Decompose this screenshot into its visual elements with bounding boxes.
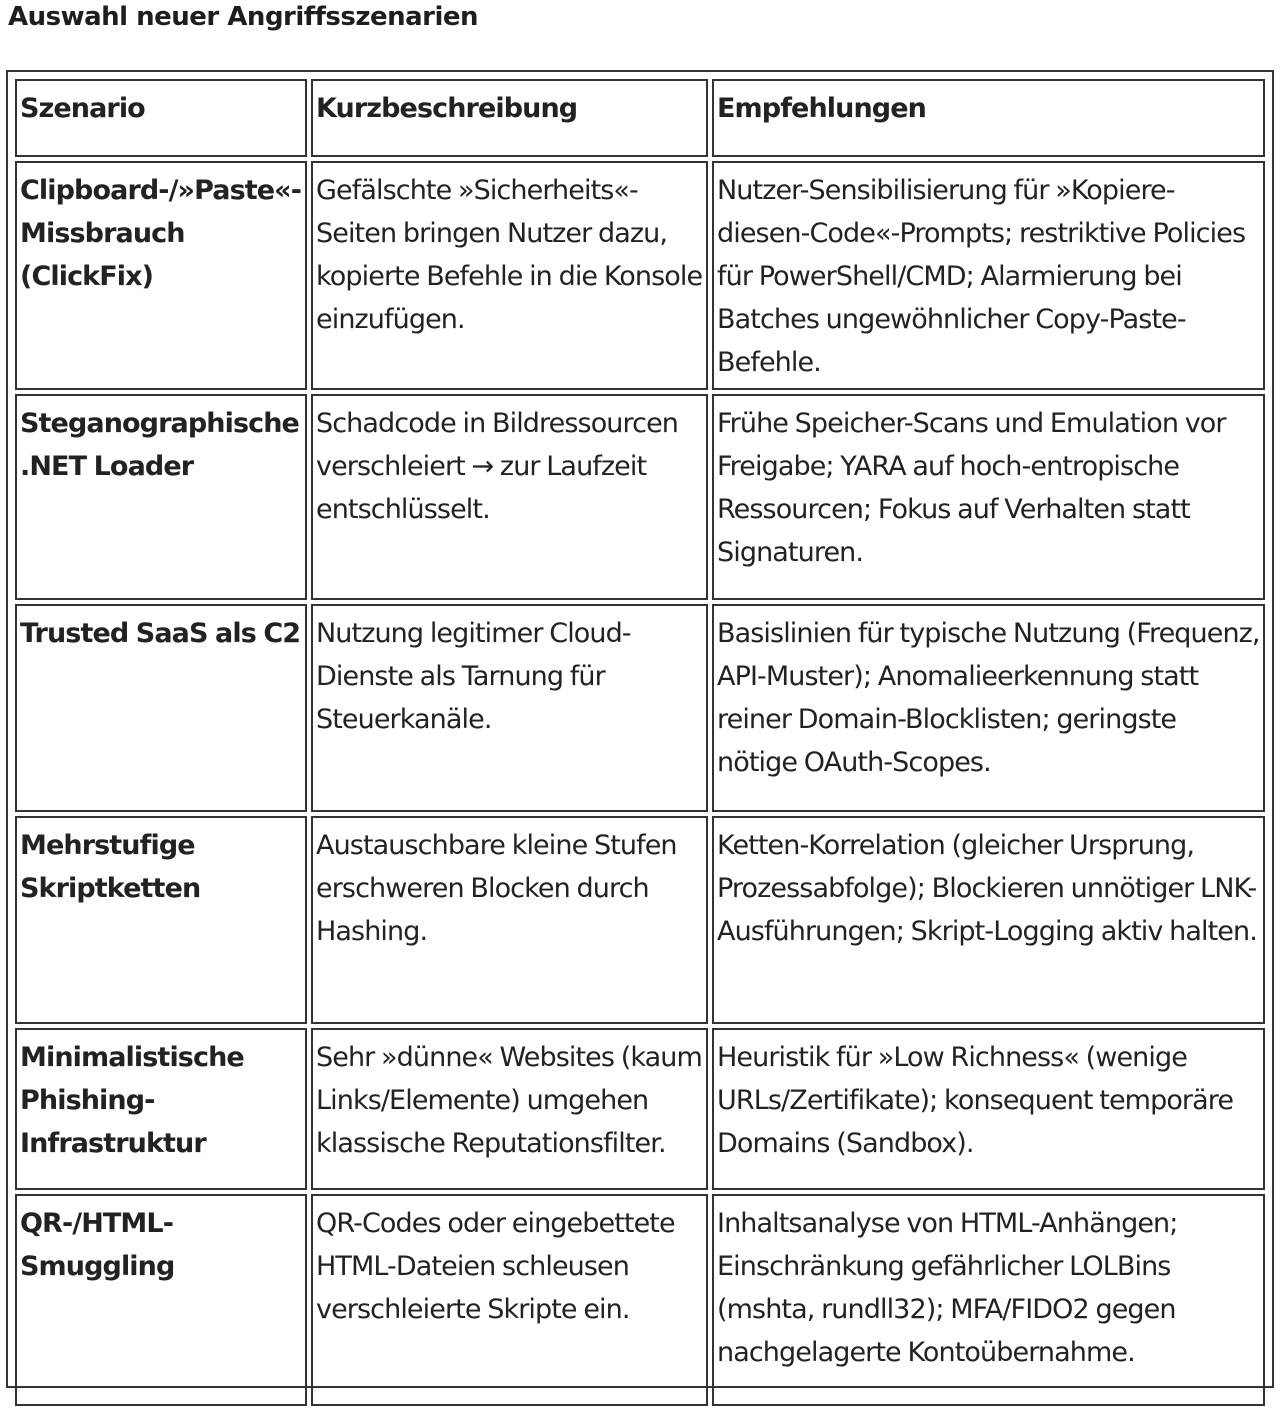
table-row: [15, 161, 1265, 390]
description-cell: Gefälschte »Sicherheits«-Seiten bringen Nutzer dazu, kopierte Befehle in die Konsole einzufügen.: [311, 161, 708, 390]
scenario-cell: QR-/HTML-Smuggling: [15, 1194, 307, 1406]
recommendation-cell: Nutzer-Sensibilisierung für »Kopiere-diesen-Code«-Prompts; restriktive Policies für PowerShell/CMD; Alarmierung bei Batches ungewöhnlicher Copy-Paste-Befehle.: [712, 161, 1265, 390]
scenario-table: [11, 75, 1269, 1410]
scenario-cell: Minimalistische Phishing-Infrastruktur: [15, 1028, 307, 1190]
description-cell: Schadcode in Bildressourcen verschleiert → zur Laufzeit entschlüsselt.: [311, 394, 708, 600]
recommendation-cell: Inhaltsanalyse von HTML-Anhängen; Einschränkung gefährlicher LOLBins (mshta, rundll32); MFA/FIDO2 gegen nachgelagerte Kontoübernahme.: [712, 1194, 1265, 1406]
scenario-cell: Trusted SaaS als C2: [15, 604, 307, 812]
table-row: [15, 604, 1265, 812]
scenario-cell: Steganographische .NET Loader: [15, 394, 307, 600]
table-row: [15, 1194, 1265, 1406]
recommendation-cell: Ketten-Korrelation (gleicher Ursprung, Prozessabfolge); Blockieren unnötiger LNK-Ausführungen; Skript-Logging aktiv halten.: [712, 816, 1265, 1024]
table-header-row: [15, 79, 1265, 157]
table-row: [15, 1028, 1265, 1190]
header-recommendations: Empfehlungen: [712, 79, 1265, 157]
scenario-cell: Clipboard-/»Paste«-Missbrauch (ClickFix): [15, 161, 307, 390]
description-cell: Nutzung legitimer Cloud-Dienste als Tarnung für Steuerkanäle.: [311, 604, 708, 812]
header-description: Kurzbeschreibung: [311, 79, 708, 157]
table-row: [15, 394, 1265, 600]
description-cell: QR-Codes oder eingebettete HTML-Dateien schleusen verschleierte Skripte ein.: [311, 1194, 708, 1406]
table-caption: Auswahl neuer Angriffsszenarien: [8, 2, 479, 32]
recommendation-cell: Heuristik für »Low Richness« (wenige URLs/Zertifikate); konsequent temporäre Domains (Sandbox).: [712, 1028, 1265, 1190]
recommendation-cell: Frühe Speicher-Scans und Emulation vor Freigabe; YARA auf hoch-entropische Ressourcen; Fokus auf Verhalten statt Signaturen.: [712, 394, 1265, 600]
description-cell: Austauschbare kleine Stufen erschweren Blocken durch Hashing.: [311, 816, 708, 1024]
scenario-table-frame: [6, 70, 1274, 1388]
header-scenario: Szenario: [15, 79, 307, 157]
scenario-cell: Mehrstufige Skriptketten: [15, 816, 307, 1024]
recommendation-cell: Basislinien für typische Nutzung (Frequenz, API-Muster); Anomalieerkennung statt reiner Domain-Blocklisten; geringste nötige OAuth-Scopes.: [712, 604, 1265, 812]
description-cell: Sehr »dünne« Websites (kaum Links/Elemente) umgehen klassische Reputationsfilter.: [311, 1028, 708, 1190]
table-row: [15, 816, 1265, 1024]
